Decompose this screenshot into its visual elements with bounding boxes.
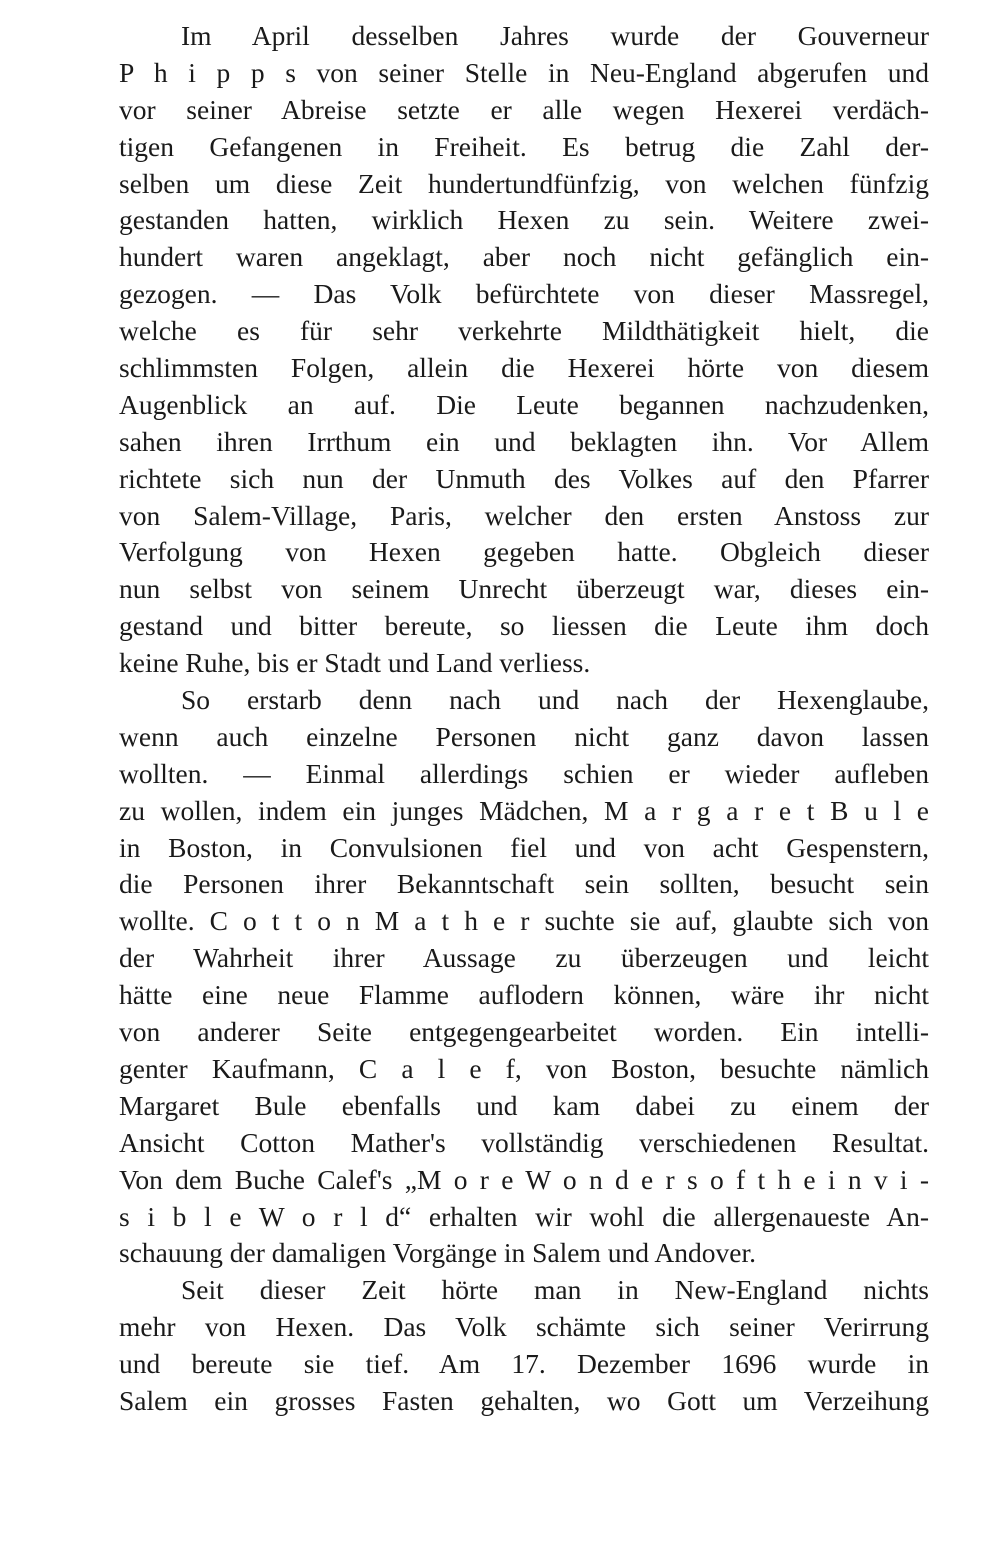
text-line: gestand und bitter bereute, so liessen die Leute ihm doch: [119, 610, 929, 642]
text-line: und bereute sie tief. Am 17. Dezember 1696 wurde in: [119, 1348, 929, 1380]
text-line: vor seiner Abreise setzte er alle wegen Hexerei verdäch-: [119, 93, 929, 125]
text-line: So erstarb denn nach und nach der Hexenglaube,: [181, 684, 929, 716]
text-line: hätte eine neue Flamme auflodern können, wäre ihr nicht: [119, 979, 929, 1011]
text-line: Salem ein grosses Fasten gehalten, wo Gott um Verzeihung: [119, 1384, 929, 1416]
text-line: schlimmsten Folgen, allein die Hexerei hörte von diesem: [119, 352, 929, 384]
text-line: wenn auch einzelne Personen nicht ganz davon lassen: [119, 720, 929, 752]
text-line: die Personen ihrer Bekanntschaft sein sollten, besucht sein: [119, 868, 929, 900]
text-line: der Wahrheit ihrer Aussage zu überzeugen und leicht: [119, 942, 929, 974]
text-line: Von dem Buche Calef's „M o r e W o n d e r s o f t h e i n v i -: [119, 1163, 929, 1195]
paragraph: [119, 18, 929, 682]
text-line: gestanden hatten, wirklich Hexen zu sein. Weitere zwei-: [119, 204, 929, 236]
text-line: Augenblick an auf. Die Leute begannen nachzudenken,: [119, 388, 929, 420]
text-line: P h i p p s von seiner Stelle in Neu-England abgerufen und: [119, 56, 929, 88]
text-line: tigen Gefangenen in Freiheit. Es betrug die Zahl der-: [119, 130, 929, 162]
paragraph: [119, 1272, 929, 1420]
text-line: Ansicht Cotton Mather's vollständig verschiedenen Resultat.: [119, 1126, 929, 1158]
text-line: Verfolgung von Hexen gegeben hatte. Obgleich dieser: [119, 536, 929, 568]
text-line: sahen ihren Irrthum ein und beklagten ihn. Vor Allem: [119, 425, 929, 457]
text-line: genter Kaufmann, C a l e f, von Boston, besuchte nämlich: [119, 1052, 929, 1084]
text-line: wollte. C o t t o n M a t h e r suchte sie auf, glaubte sich von: [119, 905, 929, 937]
text-line: von Salem-Village, Paris, welcher den ersten Anstoss zur: [119, 499, 929, 531]
text-line: gezogen. — Das Volk befürchtete von dieser Massregel,: [119, 278, 929, 310]
body-text: [119, 18, 929, 1420]
text-line: hundert waren angeklagt, aber noch nicht gefänglich ein-: [119, 241, 929, 273]
text-line: schauung der damaligen Vorgänge in Salem und Andover.: [119, 1237, 756, 1269]
text-line: Im April desselben Jahres wurde der Gouverneur: [181, 20, 929, 51]
text-line: Seit dieser Zeit hörte man in New-England nichts: [181, 1274, 929, 1306]
text-line: nun selbst von seinem Unrecht überzeugt war, dieses ein-: [119, 573, 929, 605]
text-line: keine Ruhe, bis er Stadt und Land verliess.: [119, 647, 591, 679]
text-line: s i b l e W o r l d“ erhalten wir wohl die allergenaueste An-: [119, 1200, 929, 1232]
text-line: von anderer Seite entgegengearbeitet worden. Ein intelli-: [119, 1016, 929, 1048]
text-line: richtete sich nun der Unmuth des Volkes auf den Pfarrer: [119, 462, 929, 494]
text-line: wollten. — Einmal allerdings schien er wieder aufleben: [119, 757, 929, 789]
text-line: zu wollen, indem ein junges Mädchen, M a r g a r e t B u l e: [119, 794, 929, 826]
text-line: selben um diese Zeit hundertundfünfzig, von welchen fünfzig: [119, 167, 929, 199]
text-line: Margaret Bule ebenfalls und kam dabei zu einem der: [119, 1089, 929, 1121]
text-line: welche es für sehr verkehrte Mildthätigkeit hielt, die: [119, 315, 929, 347]
text-line: mehr von Hexen. Das Volk schämte sich seiner Verirrung: [119, 1311, 929, 1343]
text-line: in Boston, in Convulsionen fiel und von acht Gespenstern,: [119, 831, 929, 863]
paragraph: [119, 682, 929, 1272]
